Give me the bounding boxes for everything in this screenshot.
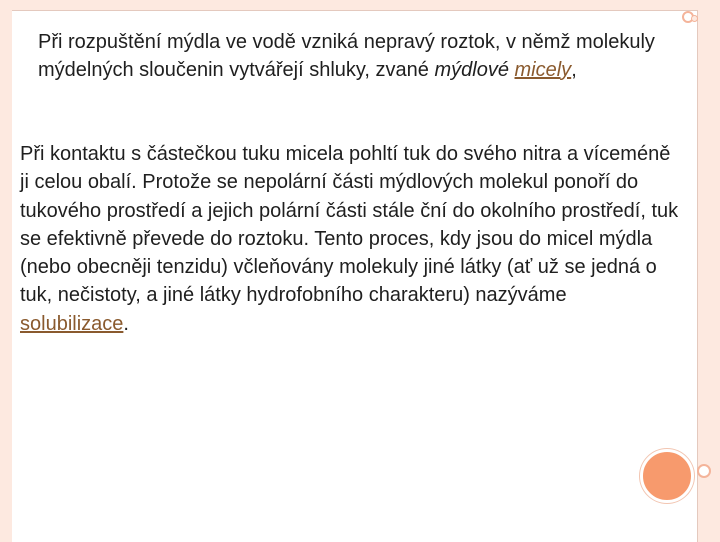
body-text-end: . — [123, 312, 129, 335]
micely-link[interactable]: micely — [514, 59, 572, 81]
decorative-circle-icon — [640, 449, 694, 503]
body-text: Při kontaktu s částečkou tuku micela pohltí tuk do svého nitra a víceméně ji celou obalí. Protože se nepolární části mýdlových molekul ponoří do tukového prostředí a jejich polární části stále ční do okolního prostředí, tuk se efektivně převede do roztoku. Tento proces, kdy jsou do micel mýdla (nebo obecněji tenzidu) včleňovány molekuly jiné látky (ať už se jedná o tuk, nečistoty, a jiné látky hydrofobního charakteru) nazýváme — [20, 143, 679, 307]
body-paragraph — [20, 140, 680, 338]
intro-text-end: , — [571, 59, 577, 81]
intro-paragraph — [38, 28, 678, 84]
intro-italic-text: mýdlové — [434, 59, 515, 81]
decorative-small-ring-icon — [691, 15, 698, 22]
decorative-small-circle-icon — [697, 464, 711, 478]
intro-text: Při rozpuštění mýdla ve vodě vzniká nepravý roztok, v němž molekuly mýdelných sloučenin vytvářejí shluky, zvané — [38, 31, 655, 81]
solubilizace-link[interactable]: solubilizace — [20, 312, 124, 335]
